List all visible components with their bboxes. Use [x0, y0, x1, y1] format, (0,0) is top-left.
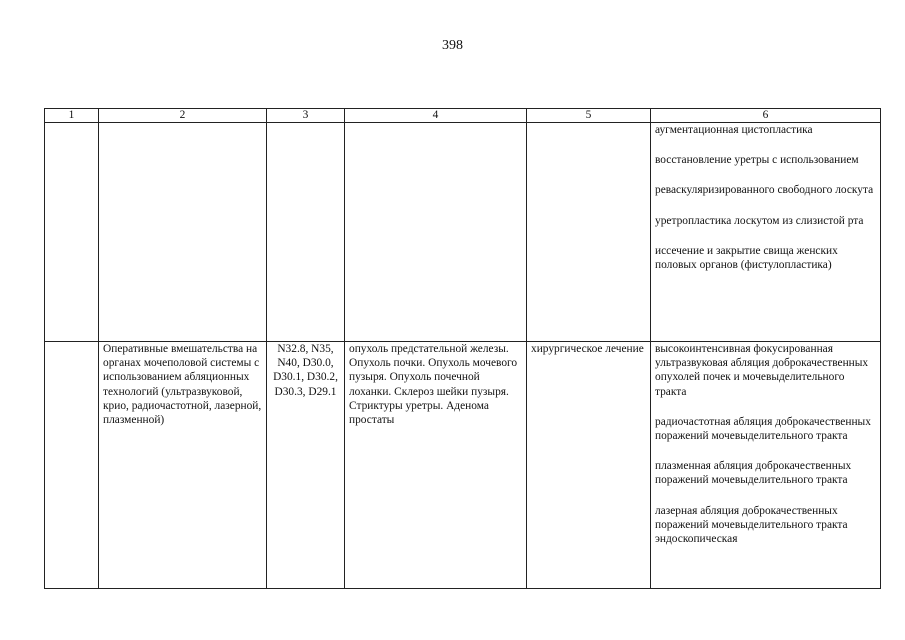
- method-item: лазерная абляция доброкачественных поражений мочевыделительного тракта эндоскопическая: [655, 504, 848, 546]
- cell-procedure-group: [99, 123, 267, 342]
- header-col-6: 6: [651, 109, 881, 123]
- header-col-2: 2: [99, 109, 267, 123]
- cell-methods: [651, 123, 881, 342]
- procedures-table: [44, 108, 881, 589]
- method-item: плазменная абляция доброкачественных поражений мочевыделительного тракта: [655, 460, 852, 487]
- cell-treatment-type: хирургическое лечение: [527, 342, 651, 589]
- method-item: уретропластика лоскутом из слизистой рта: [655, 214, 864, 227]
- cell-diagnosis: [345, 123, 527, 342]
- header-col-5: 5: [527, 109, 651, 123]
- cell-icd-codes: N32.8, N35, N40, D30.0, D30.1, D30.2, D30.3, D29.1: [267, 342, 345, 589]
- cell-icd-codes: [267, 123, 345, 342]
- header-col-1: 1: [45, 109, 99, 123]
- method-item: реваскуляризированного свободного лоскута: [655, 184, 874, 197]
- table-header: [45, 109, 881, 123]
- method-item: иссечение и закрытие свища женских половых органов (фистулопластика): [655, 244, 838, 272]
- cell-number: [45, 123, 99, 342]
- method-item: радиочастотная абляция доброкачественных поражений мочевыделительного тракта: [655, 415, 871, 443]
- method-item: высокоинтенсивная фокусированная ультразвуковая абляция доброкачественных опухолей почек и мочевыделительного тракта: [655, 343, 869, 398]
- header-col-3: 3: [267, 109, 345, 123]
- method-item: восстановление уретры с использованием: [655, 154, 859, 167]
- page-number: 398: [442, 38, 463, 53]
- cell-procedure-group: Оперативные вмешательства на органах мочеполовой системы с использованием абляционных технологий (ультразвуковой, крио, радиочастотной, лазерной, плазменной): [99, 342, 267, 589]
- header-col-4: 4: [345, 109, 527, 123]
- cell-number: [45, 342, 99, 589]
- cell-treatment-type: [527, 123, 651, 342]
- cell-methods: [651, 342, 881, 589]
- cell-diagnosis: опухоль предстательной железы. Опухоль почки. Опухоль мочевого пузыря. Опухоль почечной лоханки. Склероз шейки пузыря. Стриктуры уретры. Аденома простаты: [345, 342, 527, 589]
- table-row: [45, 123, 881, 342]
- method-item: аугментационная цистопластика: [655, 124, 813, 136]
- table-row: [45, 342, 881, 589]
